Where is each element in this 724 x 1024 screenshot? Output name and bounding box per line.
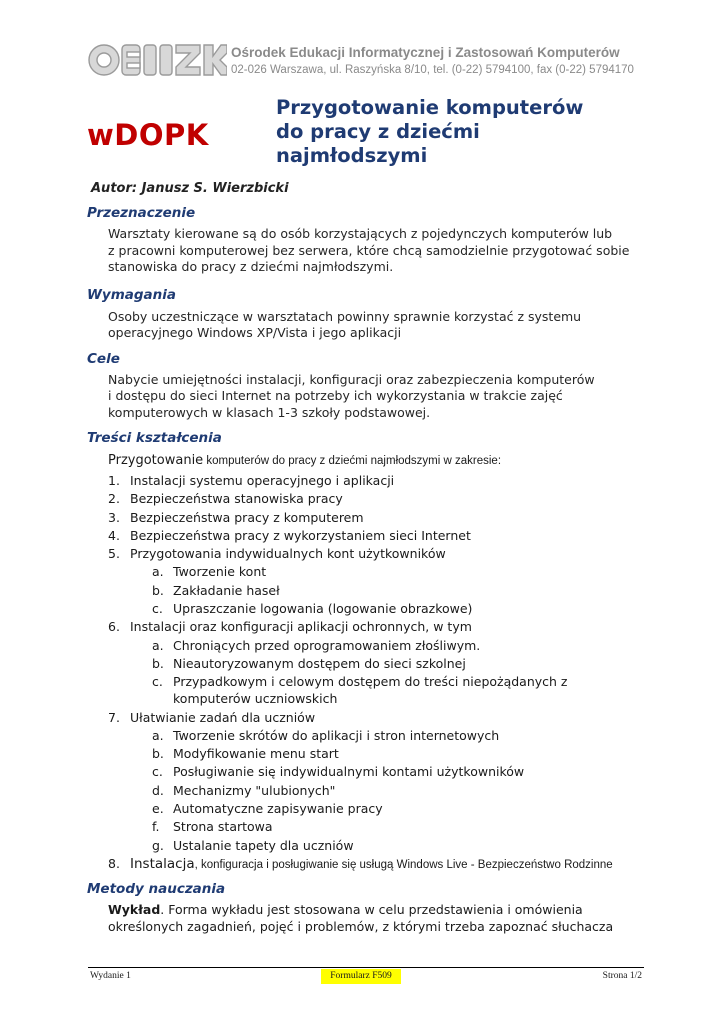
list-number: a. [152, 564, 164, 580]
list-text: Bezpieczeństwa pracy z wykorzystaniem sieci Internet [130, 527, 471, 543]
list-text: Nieautoryzowanym dostępem do sieci szkolnej [173, 655, 466, 671]
sublist-item [152, 763, 647, 781]
footer-form-id: Formularz F509 [321, 969, 401, 984]
list-text: Upraszczanie logowania (logowanie obrazkowe) [173, 601, 473, 617]
sublist-item [152, 600, 647, 618]
text-line: z pracowni komputerowej bez serwera, które chcą samodzielnie przygotować sobie [108, 242, 630, 258]
list-number: 3. [108, 509, 120, 525]
document-title [276, 96, 636, 168]
section-text-cele [108, 372, 647, 422]
sublist-item [152, 837, 647, 855]
text-line: operacyjnego Windows XP/Vista i jego aplikacji [108, 325, 402, 340]
section-text-metody [108, 902, 647, 935]
section-heading-metody: Metody nauczania [87, 881, 226, 898]
text-line: Warsztaty kierowane są do osób korzystających z pojedynczych komputerów lub [108, 226, 613, 241]
section-heading-przeznaczenie: Przeznaczenie [87, 205, 196, 221]
list-item [108, 709, 647, 727]
text-line: określonych zagadnień, pojęć i problemów, z którymi trzeba zapoznać słuchacza [108, 918, 614, 934]
sublist-item [152, 673, 647, 706]
sublist-item [152, 727, 647, 745]
sublist-item [152, 818, 647, 836]
list-number: 7. [108, 709, 120, 725]
sublist-item [152, 582, 647, 600]
list-number: 2. [108, 491, 120, 507]
text-line: Osoby uczestniczące w warsztatach powinny sprawnie korzystać z systemu [108, 308, 582, 324]
list-item [108, 618, 647, 636]
list-number: b. [152, 655, 164, 671]
bold-lead: Wykład [108, 902, 161, 918]
list-number: d. [152, 782, 164, 798]
author: Autor: Janusz S. Wierzbicki [91, 181, 289, 196]
list-number: 1. [108, 473, 120, 488]
footer-page-number: Strona 1/2 [602, 971, 642, 981]
text-line [108, 902, 647, 919]
list-text: Instalacji systemu operacyjnego i aplikacji [130, 473, 395, 488]
list-number: e. [152, 801, 164, 817]
sublist-item [152, 745, 647, 763]
list-text: Przygotowania indywidualnych kont użytkowników [130, 546, 446, 562]
sublist-item [152, 782, 647, 800]
section-heading-cele: Cele [87, 350, 120, 367]
list-item [108, 472, 647, 490]
list-item [108, 490, 647, 508]
list-number: c. [152, 601, 163, 617]
section-intro-tresci [108, 452, 647, 470]
list-item [108, 545, 647, 563]
list-number: 6. [108, 619, 120, 635]
list-item [108, 509, 647, 527]
list-number: 5. [108, 546, 120, 562]
list-number: f. [152, 819, 160, 835]
organization-address: 02-026 Warszawa, ul. Raszyńska 8/10, tel. (0-22) 5794100, fax (0-22) 5794170 [231, 64, 634, 76]
text-line: komputerowych w klasach 1-3 szkoły podstawowej. [108, 404, 431, 420]
text-line: stanowiska do pracy z dziećmi najmłodszymi. [108, 259, 394, 274]
list-text: Strona startowa [173, 819, 273, 835]
sublist-item [152, 800, 647, 818]
section-text-wymagania [108, 309, 647, 342]
sublist-item [152, 655, 647, 673]
list-text: Przypadkowym i celowym dostępem do treści niepożądanych z [173, 674, 568, 690]
list-text: Bezpieczeństwa pracy z komputerem [130, 509, 364, 525]
organization-name: Ośrodek Edukacji Informatycznej i Zastosowań Komputerów [231, 45, 620, 60]
list-number: 8. [108, 855, 120, 871]
list-text: Automatyczne zapisywanie pracy [173, 801, 383, 817]
document-body [87, 203, 647, 935]
list-text: Zakładanie haseł [173, 582, 280, 598]
oeiizk-logo [87, 42, 227, 78]
page-footer [88, 967, 644, 985]
list-text-continuation: komputerów uczniowskich [173, 690, 338, 706]
list-text: Bezpieczeństwa stanowiska pracy [130, 491, 343, 507]
intro-rest: komputerów do pracy z dziećmi najmłodszymi w zakresie: [203, 455, 502, 467]
list-number: c. [152, 764, 163, 780]
list-number: b. [152, 746, 164, 762]
title-line: Przygotowanie komputerów [276, 96, 584, 119]
title-line: najmłodszymi [276, 144, 428, 167]
text-line: i dostępu do sieci Internet na potrzeby ich wykorzystania w trakcie zajęć [108, 388, 563, 403]
list-item [108, 527, 647, 545]
list-number: a. [152, 637, 164, 653]
list-text: Modyfikowanie menu start [173, 746, 339, 762]
section-heading-tresci: Treści kształcenia [87, 430, 222, 446]
list-number: b. [152, 582, 164, 598]
list-item [108, 855, 647, 874]
list-text: Tworzenie kont [173, 564, 267, 580]
list-text: Posługiwanie się indywidualnymi kontami użytkowników [173, 764, 525, 780]
list-number: 4. [108, 527, 120, 543]
list-text: Ułatwianie zadań dla uczniów [130, 709, 316, 725]
footer-edition: Wydanie 1 [90, 971, 131, 981]
list-text: Ustalanie tapety dla uczniów [173, 837, 354, 853]
list-text: Chroniących przed oprogramowaniem złośliwym. [173, 637, 481, 653]
intro-lead: Przygotowanie [108, 453, 204, 468]
sublist-item [152, 637, 647, 655]
sublist-item [152, 563, 647, 581]
title-line: do pracy z dziećmi [276, 120, 480, 143]
list-number: c. [152, 674, 163, 690]
section-text-przeznaczenie [108, 226, 647, 276]
section-heading-wymagania: Wymagania [87, 286, 176, 303]
course-code: wDOPK [87, 118, 209, 152]
text-rest: . Forma wykładu jest stosowana w celu przedstawienia i omówienia [160, 902, 583, 918]
list-number: a. [152, 727, 164, 743]
list-text: Instalacja [130, 855, 195, 872]
text-line: Nabycie umiejętności instalacji, konfiguracji oraz zabezpieczenia komputerów [108, 371, 595, 387]
list-text: Tworzenie skrótów do aplikacji i stron internetowych [173, 727, 500, 743]
list-text: Mechanizmy "ulubionych" [173, 782, 336, 798]
list-text-rest: , konfiguracja i posługiwanie się usługą Windows Live - Bezpieczeństwo Rodzinne [194, 858, 613, 871]
list-number: g. [152, 837, 164, 853]
list-text: Instalacji oraz konfiguracji aplikacji ochronnych, w tym [130, 619, 472, 635]
